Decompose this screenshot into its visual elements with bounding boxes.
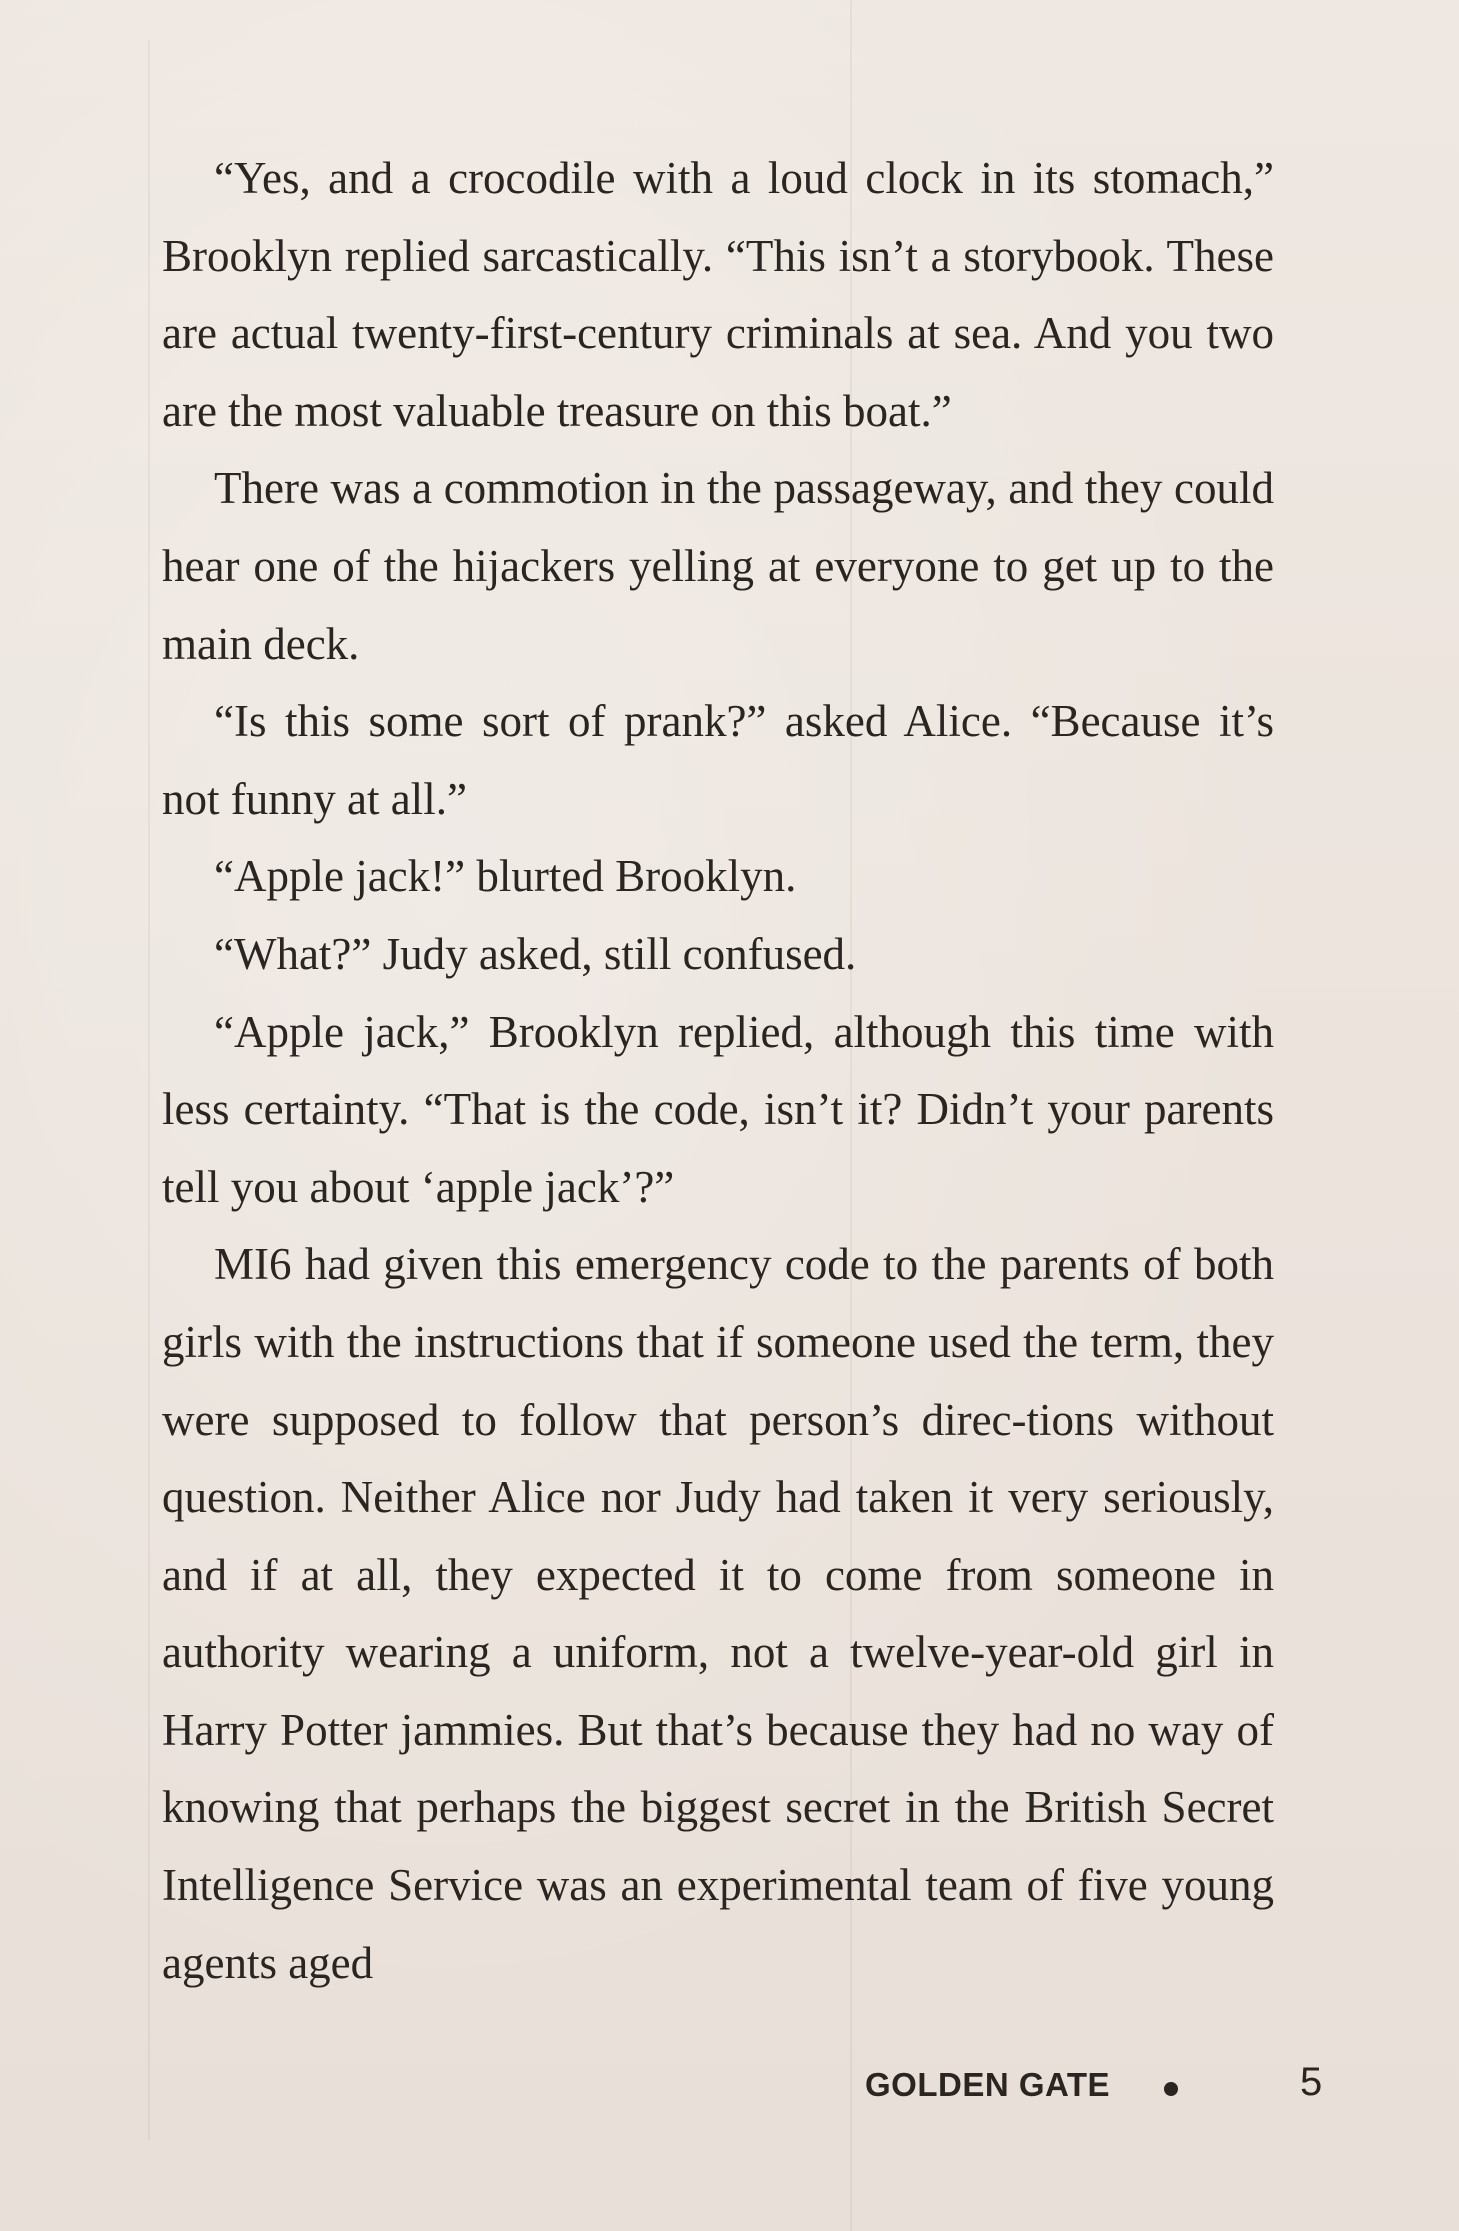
- bullet-icon: [1164, 2082, 1178, 2096]
- paragraph: “Apple jack!” blurted Brooklyn.: [214, 851, 797, 902]
- paragraph: MI6 had given this emergency code to the parents of both girls with the instructions that if someone used the term, they were supposed to follow that person’s direc-tions without question. Neither Alice nor Judy had taken it very seriously, and if at all, they expected it to come from someone in authority wearing a uniform, not a twelve-year-old girl in Harry Potter jammies. But that’s because they had no way of knowing that perhaps the biggest secret in the British Secret Intelligence Service was an experimental team of five young agents aged: [162, 1239, 1274, 1988]
- paragraph: “Apple jack,” Brooklyn replied, although this time with less certainty. “That is the code, isn’t it? Didn’t your parents tell you about ‘apple jack’?”: [162, 1006, 1274, 1212]
- paragraph: “What?” Judy asked, still confused.: [214, 928, 857, 979]
- page-number: 5: [1300, 2060, 1323, 2104]
- paper-crease: [148, 40, 150, 2140]
- paragraph: “Yes, and a crocodile with a loud clock in its stomach,” Brooklyn replied sarcastically. “This isn’t a storybook. These are actual twenty-first-century criminals at sea. And you two are the most valuable treasure on this boat.”: [162, 153, 1274, 436]
- paragraph: “Is this some sort of prank?” asked Alice. “Because it’s not funny at all.”: [162, 696, 1274, 824]
- page-footer: [0, 2058, 1459, 2118]
- body-text: [162, 140, 1274, 2002]
- running-head: GOLDEN GATE: [865, 2066, 1111, 2103]
- paragraph: There was a commotion in the passageway, and they could hear one of the hijackers yelling at everyone to get up to the main deck.: [162, 463, 1274, 669]
